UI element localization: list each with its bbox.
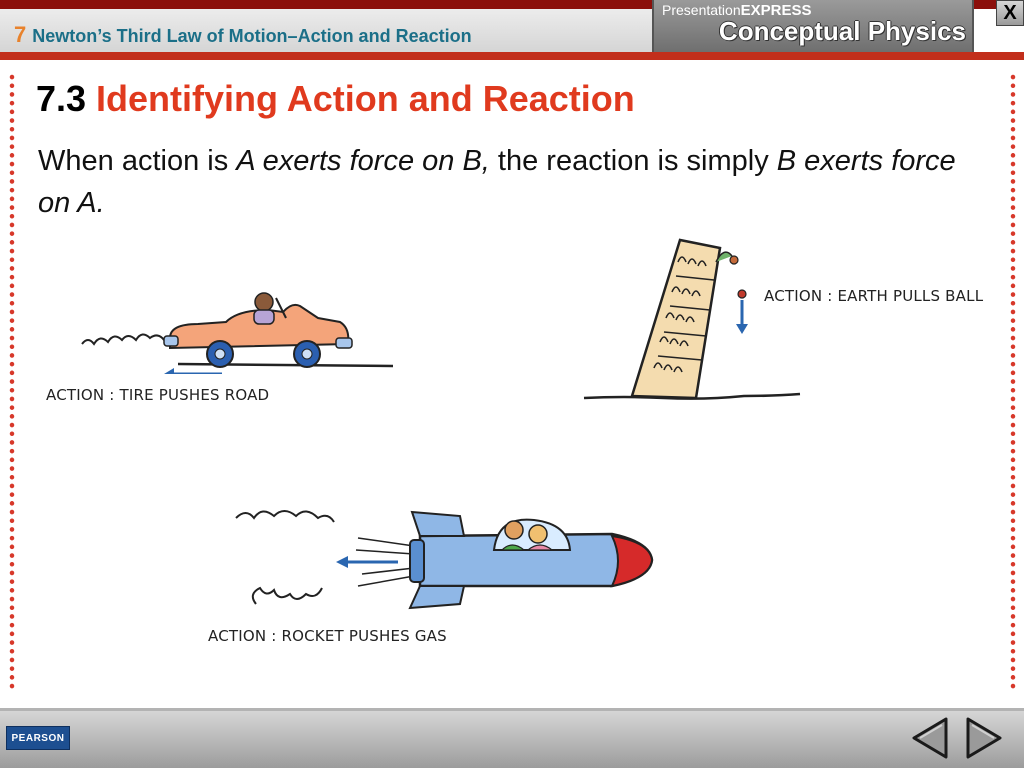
section-number: 7.3 bbox=[36, 78, 87, 119]
person-head bbox=[730, 256, 738, 264]
tire-force-arrowhead bbox=[164, 368, 174, 374]
section-title: Identifying Action and Reaction bbox=[96, 78, 635, 119]
rocket-caption: ACTION : ROCKET PUSHES GAS bbox=[208, 627, 447, 645]
pilot-2-head bbox=[529, 525, 547, 543]
front-bumper bbox=[336, 338, 352, 348]
brand-title: Conceptual Physics bbox=[718, 16, 966, 46]
left-dotted-border bbox=[9, 74, 15, 694]
brand-logo bbox=[652, 0, 974, 52]
rear-bumper bbox=[164, 336, 178, 346]
gravity-arrowhead bbox=[736, 324, 748, 334]
body-italic-1: A exerts force on B, bbox=[236, 145, 490, 177]
right-dotted-border bbox=[1010, 74, 1016, 694]
close-button[interactable] bbox=[996, 0, 1024, 26]
tower-illustration bbox=[580, 236, 810, 406]
front-hub bbox=[302, 349, 312, 359]
rocket-top-fin bbox=[412, 512, 464, 536]
pilot-1-head bbox=[505, 521, 523, 539]
header-red-line bbox=[0, 52, 1024, 60]
driver-head bbox=[255, 293, 273, 311]
body-text-2: the reaction is simply bbox=[489, 145, 777, 177]
close-icon: X bbox=[1003, 2, 1017, 24]
body-text-1: When action is bbox=[38, 145, 237, 177]
slide-header bbox=[0, 0, 1024, 62]
chapter-number: 7 bbox=[14, 22, 27, 47]
exhaust-squiggle bbox=[82, 334, 164, 344]
previous-slide-button[interactable] bbox=[910, 716, 950, 760]
car-illustration bbox=[78, 288, 398, 374]
rocket-bottom-fin bbox=[410, 586, 464, 608]
slide-footer bbox=[0, 708, 1024, 768]
rear-hub bbox=[215, 349, 225, 359]
chapter-title: Newton’s Third Law of Motion–Action and Reaction bbox=[32, 26, 472, 46]
car-caption: ACTION : TIRE PUSHES ROAD bbox=[46, 386, 270, 404]
pearson-logo: PEARSON bbox=[6, 726, 70, 750]
next-slide-button[interactable] bbox=[964, 716, 1004, 760]
brand-suffix: EXPRESS bbox=[740, 2, 812, 19]
road-line bbox=[178, 364, 393, 366]
tower-caption: ACTION : EARTH PULLS BALL bbox=[764, 287, 984, 305]
falling-ball bbox=[738, 290, 746, 298]
gas-cloud-top bbox=[236, 511, 334, 522]
brand-prefix: Presentation bbox=[662, 2, 741, 18]
chapter-heading bbox=[14, 22, 472, 48]
section-heading bbox=[36, 78, 635, 120]
rocket-illustration bbox=[232, 506, 662, 614]
rocket-force-arrowhead bbox=[336, 556, 348, 568]
rocket-nose-cone bbox=[612, 536, 652, 586]
rocket-nozzle bbox=[410, 540, 424, 582]
gas-cloud-bottom bbox=[253, 588, 322, 604]
body-italic-2: B exerts force on A. bbox=[38, 145, 956, 219]
footer-divider bbox=[0, 708, 1024, 711]
body-paragraph bbox=[38, 140, 968, 224]
driver-body bbox=[254, 310, 274, 324]
